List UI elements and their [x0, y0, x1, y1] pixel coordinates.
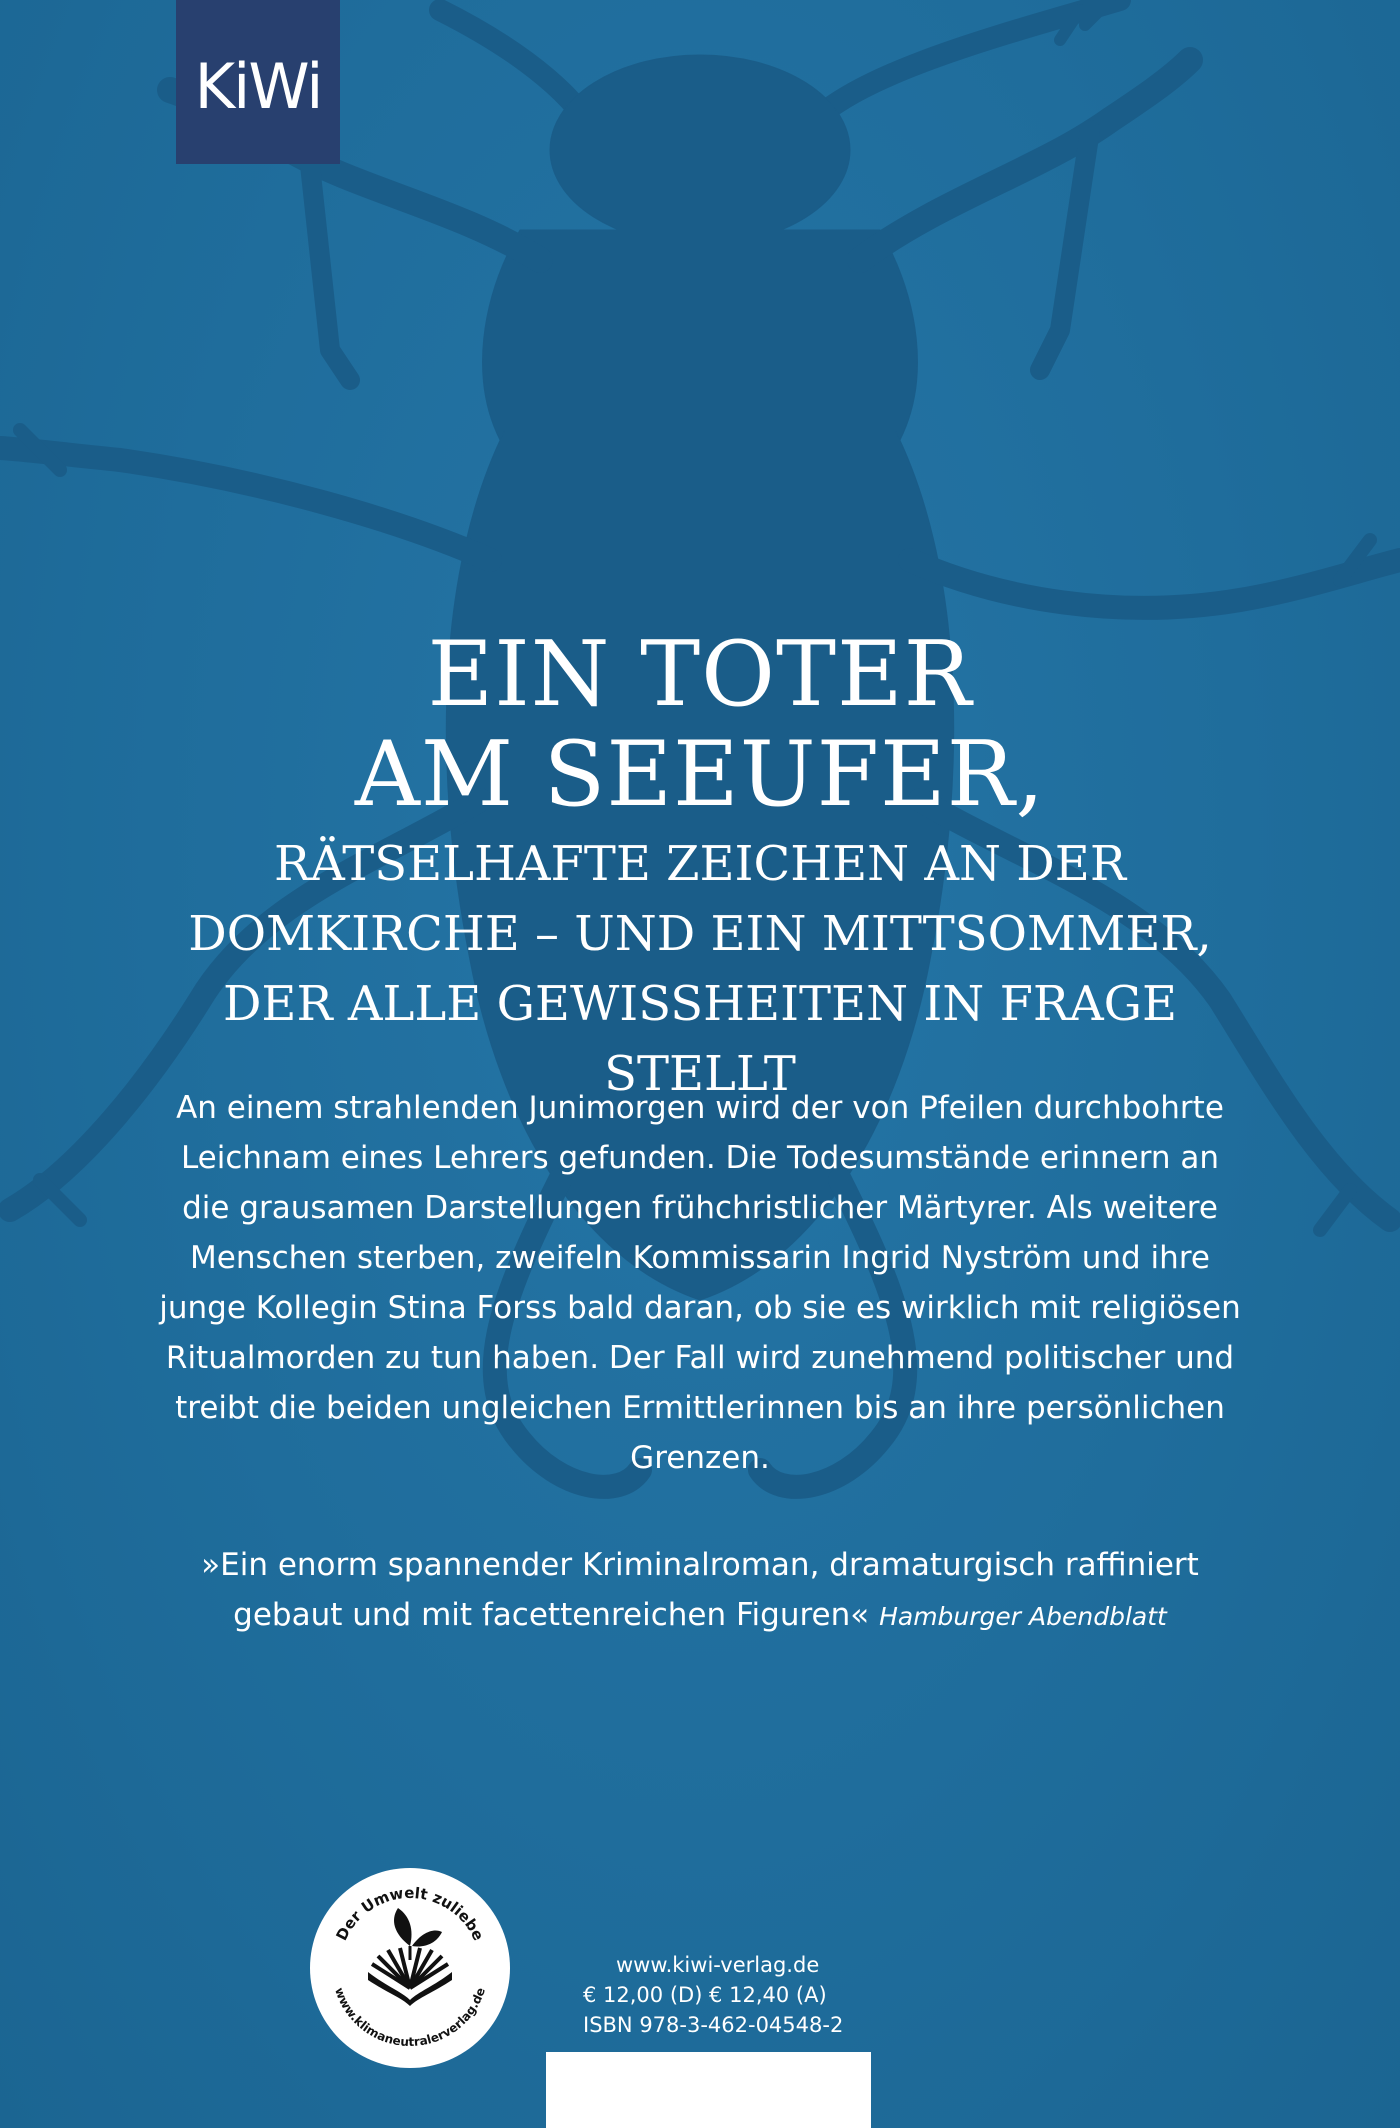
book-leaf-icon [368, 1908, 452, 2006]
isbn: ISBN 978-3-462-04548-2 [583, 2013, 844, 2037]
headline-line-1: EIN TOTER [427, 622, 973, 727]
quote-source: Hamburger Abendblatt [879, 1602, 1167, 1631]
quote-line-1: »Ein enorm spannender Kriminalroman, dramaturgisch raffiniert [201, 1547, 1199, 1583]
seal-graphic [310, 1868, 510, 2068]
headline-line-2: AM SEEUFER, [354, 722, 1046, 827]
blurb-line: Grenzen. [630, 1440, 770, 1476]
blurb-line: Ritualmorden zu tun haben. Der Fall wird zunehmend politischer und [165, 1340, 1235, 1376]
climate-neutral-seal [310, 1868, 510, 2068]
seal-bottom-text: www.klimaneutralerverlag.de [332, 1985, 488, 2050]
publisher-info [583, 1950, 843, 2040]
headline-line-3: RÄTSELHAFTE ZEICHEN AN DER [274, 836, 1126, 892]
headline-line-4: DOMKIRCHE – UND EIN MITTSOMMER, [188, 906, 1212, 962]
price: € 12,00 (D) € 12,40 (A) [583, 1983, 827, 2007]
seal-top-text: Der Umwelt zuliebe [332, 1883, 488, 1944]
blurb-line: Leichnam eines Lehrers gefunden. Die Todesumstände erinnern an [180, 1140, 1220, 1176]
blurb-line: die grausamen Darstellungen frühchristlicher Märtyrer. Als weitere [182, 1190, 1218, 1226]
headline-line-6: STELLT [604, 1046, 796, 1102]
blurb-line: Menschen sterben, zweifeln Kommissarin Ingrid Nyström und ihre [190, 1240, 1210, 1276]
blurb-line: treibt die beiden ungleichen Ermittlerinnen bis an ihre persönlichen [175, 1390, 1225, 1426]
quote-line-2 [150, 1590, 1250, 1642]
headline [150, 622, 1250, 1109]
blurb-line: An einem strahlenden Junimorgen wird der von Pfeilen durchbohrte [176, 1090, 1224, 1126]
press-quote [150, 1540, 1250, 1642]
logo-text: KiWi [194, 49, 322, 123]
publisher-logo [176, 0, 340, 164]
blurb-line: junge Kollegin Stina Forss bald daran, ob sie es wirklich mit religiösen [159, 1290, 1241, 1326]
quote-line-2-text: gebaut und mit facettenreichen Figuren« [233, 1597, 870, 1633]
blurb-text [150, 1083, 1250, 1483]
headline-line-5: DER ALLE GEWISSHEITEN IN FRAGE [222, 976, 1178, 1032]
barcode-area [546, 2052, 871, 2128]
publisher-url: www.kiwi-verlag.de [616, 1953, 820, 1977]
